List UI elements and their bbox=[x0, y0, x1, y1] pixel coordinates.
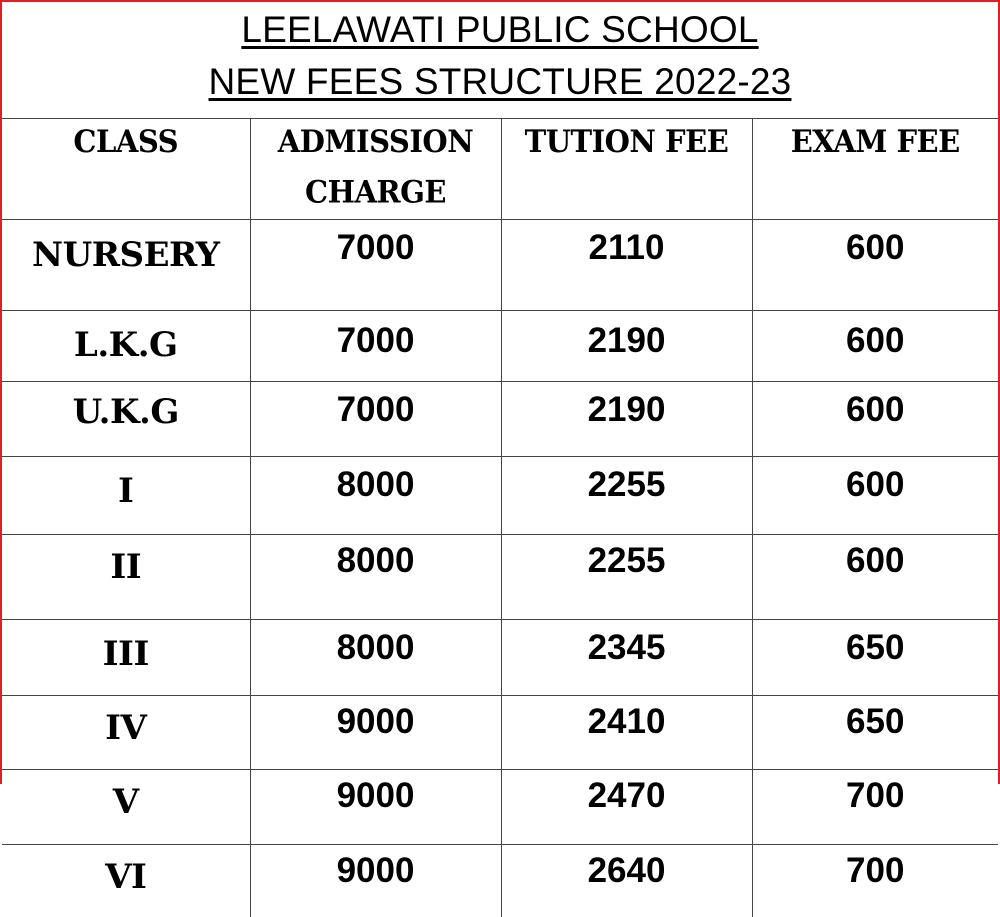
header-tuition bbox=[501, 117, 752, 222]
class-cell: NURSERY bbox=[2, 219, 250, 310]
tuition-cell: 2410 bbox=[501, 695, 752, 769]
class-cell: IV bbox=[2, 695, 250, 769]
class-cell: II bbox=[2, 534, 250, 619]
admission-cell: 8000 bbox=[250, 534, 501, 619]
header-class-label: CLASS bbox=[73, 123, 179, 160]
header-admission bbox=[250, 117, 501, 222]
tuition-cell: 2255 bbox=[501, 534, 752, 619]
class-cell: I bbox=[2, 456, 250, 534]
header-exam bbox=[752, 117, 998, 222]
header-admission-line1: ADMISSION bbox=[277, 123, 474, 160]
tuition-cell: 2255 bbox=[501, 456, 752, 534]
tuition-cell: 2110 bbox=[501, 219, 752, 310]
tuition-cell: 2640 bbox=[501, 844, 752, 917]
fees-table bbox=[2, 119, 998, 917]
admission-cell: 7000 bbox=[250, 381, 501, 456]
tuition-cell: 2190 bbox=[501, 310, 752, 381]
fee-structure-title: NEW FEES STRUCTURE 2022-23 bbox=[208, 61, 792, 102]
table-row bbox=[2, 456, 998, 534]
table-row bbox=[2, 381, 998, 456]
table-row bbox=[2, 534, 998, 619]
admission-cell: 9000 bbox=[250, 844, 501, 917]
exam-cell: 600 bbox=[752, 456, 998, 534]
class-cell: III bbox=[2, 619, 250, 695]
class-cell: VI bbox=[2, 844, 250, 917]
exam-cell: 700 bbox=[846, 850, 905, 890]
exam-cell: 650 bbox=[752, 695, 998, 769]
admission-cell: 8000 bbox=[250, 456, 501, 534]
exam-cell: 600 bbox=[752, 310, 998, 381]
admission-cell: 8000 bbox=[250, 619, 501, 695]
admission-cell: 9000 bbox=[250, 695, 501, 769]
table-row bbox=[2, 769, 998, 844]
admission-cell: 9000 bbox=[250, 769, 501, 844]
table-row bbox=[2, 695, 998, 769]
title-block bbox=[2, 2, 998, 119]
table-row bbox=[2, 844, 998, 917]
exam-cell: 650 bbox=[752, 619, 998, 695]
header-exam-label: EXAM FEE bbox=[790, 123, 960, 160]
class-cell: U.K.G bbox=[2, 381, 250, 456]
header-tuition-label: TUTION FEE bbox=[524, 123, 729, 160]
header-class bbox=[2, 117, 250, 222]
admission-cell: 7000 bbox=[250, 219, 501, 310]
school-name: LEELAWATI PUBLIC SCHOOL bbox=[241, 9, 759, 50]
exam-cell: 600 bbox=[752, 534, 998, 619]
table-row bbox=[2, 619, 998, 695]
admission-cell: 7000 bbox=[250, 310, 501, 381]
class-cell: V bbox=[2, 769, 250, 844]
table-row bbox=[2, 310, 998, 381]
exam-cell: 600 bbox=[752, 381, 998, 456]
tuition-cell: 2470 bbox=[501, 769, 752, 844]
exam-cell: 700 bbox=[752, 769, 998, 844]
tuition-cell: 2345 bbox=[501, 619, 752, 695]
header-admission-line2: CHARGE bbox=[305, 174, 446, 210]
table-row bbox=[2, 219, 998, 310]
tuition-cell: 2190 bbox=[501, 381, 752, 456]
exam-cell: 600 bbox=[752, 219, 998, 310]
class-cell: L.K.G bbox=[2, 310, 250, 381]
header-row bbox=[2, 119, 998, 219]
